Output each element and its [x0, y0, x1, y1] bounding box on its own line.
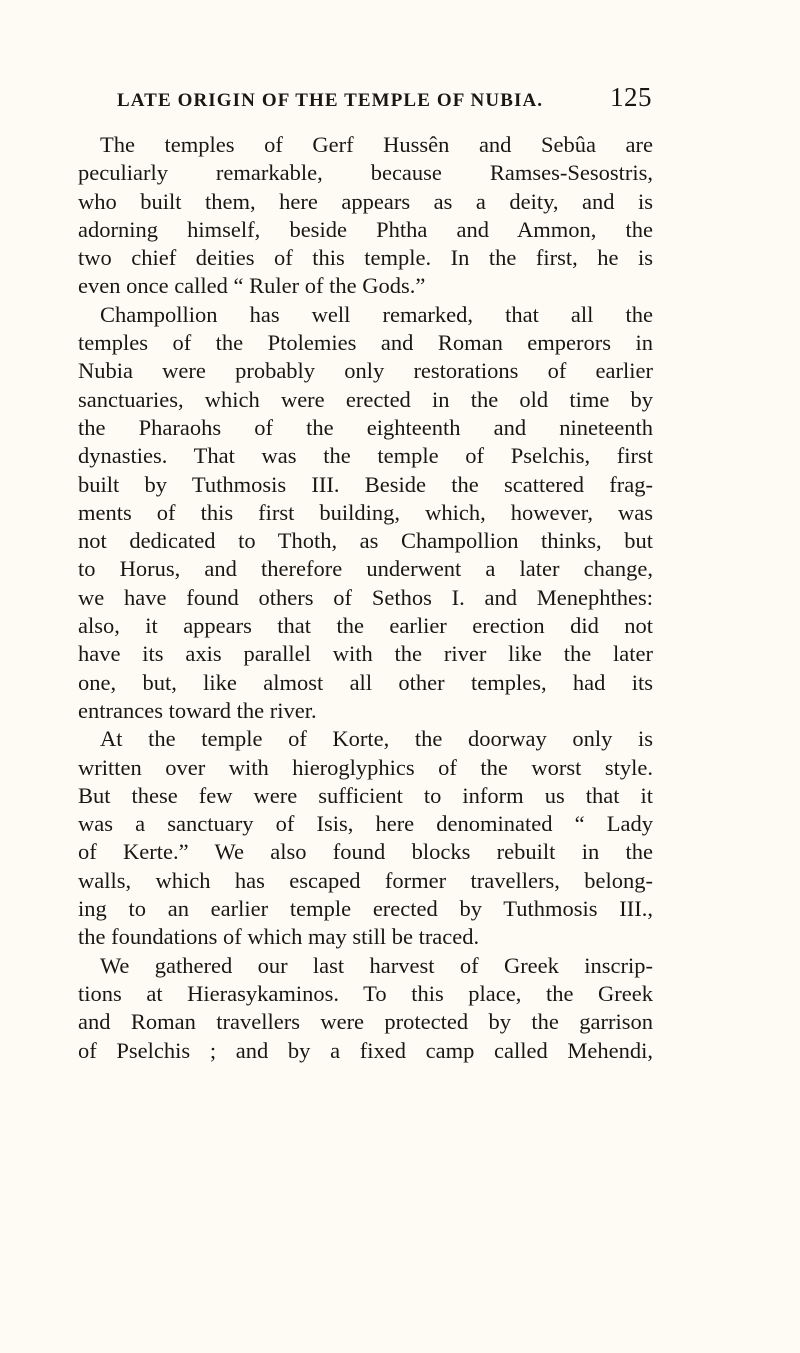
text-line: was a sanctuary of Isis, here denominated “ Lady — [78, 811, 653, 837]
text-line: of Kerte.” We also found blocks rebuilt in the — [78, 839, 653, 865]
text-line: one, but, like almost all other temples, had its — [78, 669, 653, 695]
text-line: tions at Hierasykaminos. To this place, the Greek — [78, 980, 653, 1006]
text-line: peculiarly remarkable, because Ramses-Sesostris, — [78, 160, 653, 186]
text-line: ing to an earlier temple erected by Tuthmosis III., — [78, 896, 653, 922]
text-line: also, it appears that the earlier erection did not — [78, 613, 653, 639]
text-line: Nubia were probably only restorations of earlier — [78, 358, 653, 384]
text-line: have its axis parallel with the river like the later — [78, 641, 653, 667]
text-line: ments of this first building, which, however, was — [78, 499, 653, 525]
text-line: entrances toward the river. — [78, 697, 317, 723]
text-line: the Pharaohs of the eighteenth and nineteenth — [78, 414, 653, 440]
text-line: sanctuaries, which were erected in the old time by — [78, 386, 653, 412]
text-line: and Roman travellers were protected by the garrison — [78, 1009, 653, 1035]
text-line: But these few were sufficient to inform us that it — [78, 782, 653, 808]
text-line: the foundations of which may still be traced. — [78, 924, 480, 950]
text-line: temples of the Ptolemies and Roman emperors in — [78, 330, 653, 356]
text-line: We gathered our last harvest of Greek inscrip- — [100, 952, 653, 978]
text-line: written over with hieroglyphics of the worst style. — [78, 754, 653, 780]
text-line: dynasties. That was the temple of Pselchis, first — [78, 443, 653, 469]
running-head — [117, 82, 652, 118]
text-line: adorning himself, beside Phtha and Ammon, the — [78, 216, 653, 242]
text-line: we have found others of Sethos I. and Menephthes: — [78, 584, 653, 610]
text-line: built by Tuthmosis III. Beside the scattered frag- — [78, 471, 653, 497]
text-line: of Pselchis ; and by a fixed camp called Mehendi, — [78, 1037, 653, 1063]
text-line: The temples of Gerf Hussên and Sebûa are — [100, 132, 653, 157]
text-line: At the temple of Korte, the doorway only is — [100, 726, 653, 752]
text-line: to Horus, and therefore underwent a later change, — [78, 556, 653, 582]
running-title: LATE ORIGIN OF THE TEMPLE OF NUBIA. — [117, 90, 544, 111]
page-number: 125 — [610, 82, 652, 112]
text-line: Champollion has well remarked, that all the — [100, 301, 653, 327]
text-line: who built them, here appears as a deity, and is — [78, 188, 653, 214]
body-text — [78, 131, 653, 1065]
text-line: two chief deities of this temple. In the first, he is — [78, 245, 653, 271]
text-line: even once called “ Ruler of the Gods.” — [78, 273, 426, 299]
text-line: not dedicated to Thoth, as Champollion thinks, but — [78, 528, 653, 554]
text-line: walls, which has escaped former travellers, belong- — [78, 867, 653, 893]
